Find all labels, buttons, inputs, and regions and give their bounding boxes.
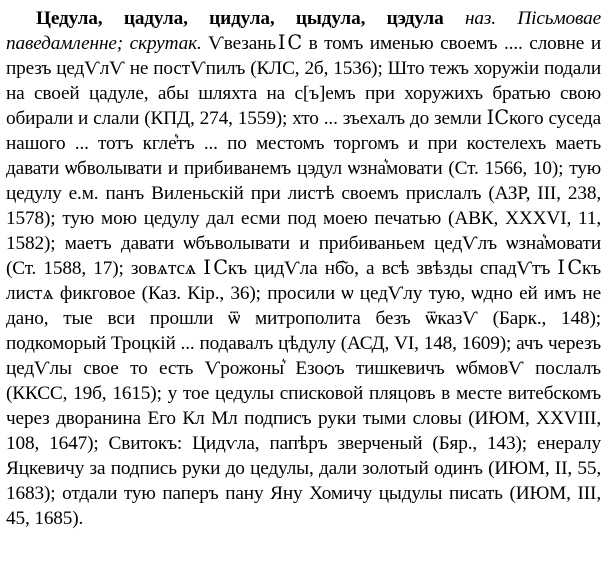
entry-citations: ѴвезаньⅠⅭ в томъ именью своемъ .... словне и презъ цедѴлѴ не постѴпилъ (КЛС, 2б, 1536); Што тежъ хоружіи подали на своей цадуле, абы шляхта на с[ъ]емъ при хоружихъ братью свою обирали и слали (КПД, 274, 1559); хто ... зъехалъ до земли ⅠⅭкого суседа нашого ... тотъ кгле͛тъ ... по местомъ торгомъ и при костелехъ маеть давати ѡбволывати и прибиванемъ цэдул ѡзна͛мовати (Ст. 1566, 10); тую цедулу е.м. панъ Виленьскій при листѣ своемъ прислалъ (АЗР, III, 238, 1578); тую мою цедулу дал есми под моею печатью (АВК, XXXVI, 11, 1582); маетъ давати ѡбъволывати и прибиваньем цедѴлъ ѡзна͛мовати (Ст. 1588, 17); зовѧтсѧ ⅠⅭкъ цидѴла нб͂о, а всѣ звѣзды спадѴтъ ⅠⅭкъ листѧ фикговое (Каз. Кір., 36); просили ѡ цедѴлу тую, ѡдно ей имъ не дано, тые вси прошли ѿ митрополита безъ ѿказѴ (Барк., 148); подкоморый Троцкій ... подавалъ цѣдулу (АСД, VI, 148, 1609); ачъ черезъ цедѴлы свое то есть Ѵрожоны͛ Езоѻъ тишкевичъ ѡбмовѴ послалъ (ККСС, 19б, 1615); у тое цедулы списковой пляцовъ в месте витебскомъ через дворанина Его Кл Мл подписъ руки тыми словы (ИЮМ, XXVIII, 108, 1647); Свитокъ: Цидѵла, папѣръ зверченый (Бяр., 143); енералу Яцкевичу за подпись руки до цедулы, дали золотый одинъ (ИЮМ, II, 55, 1683); отдали тую паперъ пану Яну Хомичу цыдулы писать (ИЮМ, III, 45, 1685).: [6, 33, 602, 529]
dictionary-entry: [6, 6, 601, 531]
entry-headword: Цедула, цадула, цидула, цыдула, цэдула: [36, 8, 444, 29]
entry-gloss: наз. Пісьмовае паведамленне; скрутак.: [6, 8, 602, 54]
